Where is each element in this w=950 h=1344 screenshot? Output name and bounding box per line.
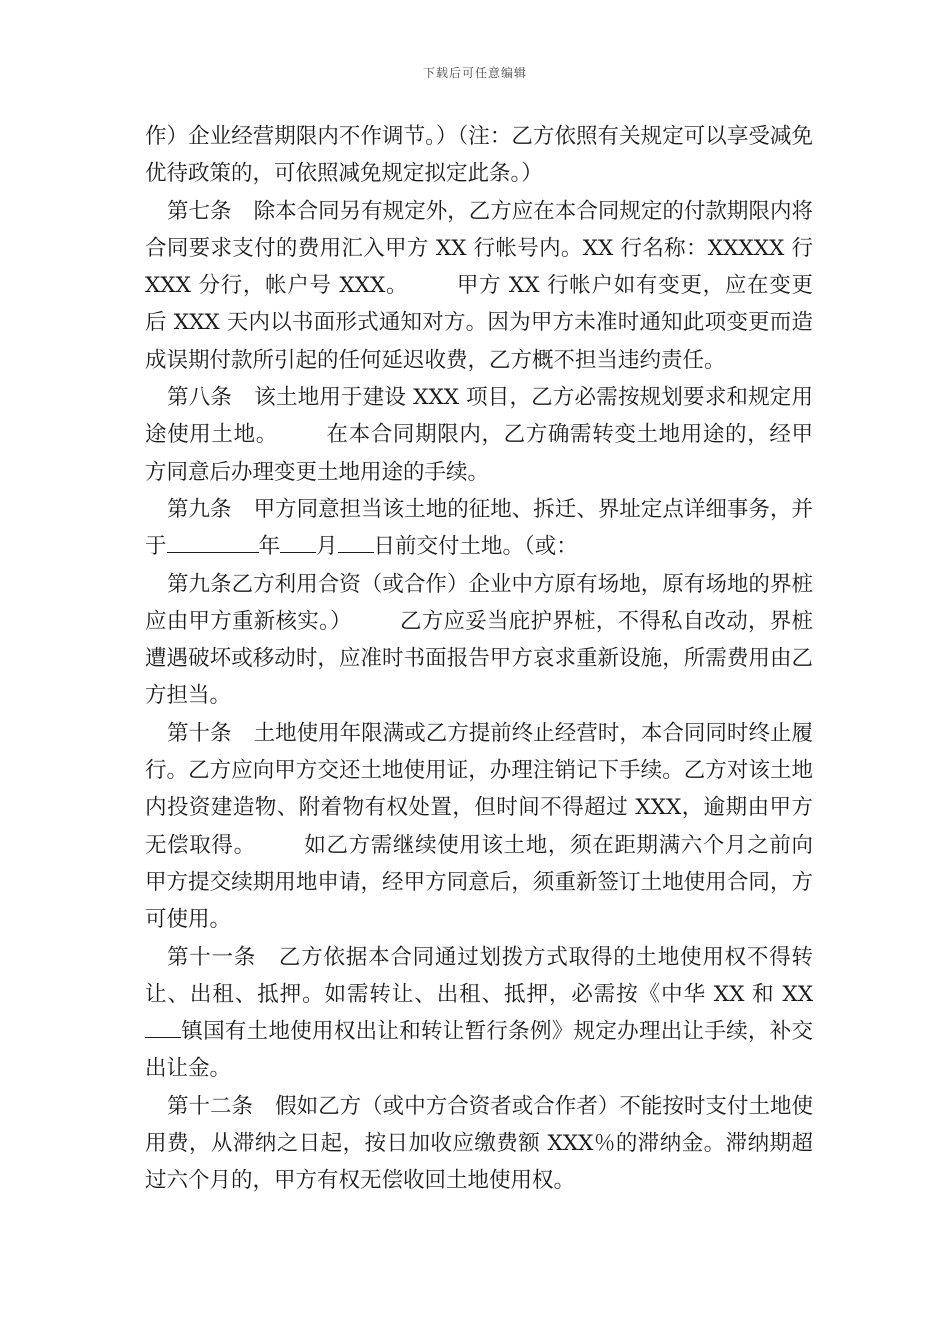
article-label: 第十一条: [167, 944, 257, 970]
article-text: 甲方 XX 行帐户如有变更，应在变更后 XXX 天内以书面形式通知对方。因为甲方未准时通知此项变更而造成误期付款所引起的任何延迟收费，乙方概不担当违约责任。: [145, 273, 813, 373]
article-text: 除本合同另有规定外，乙方应在本合同规定的付款期限内将合同要求支付的费用汇入甲方 XX 行帐号内。XX 行名称：XXXXX 行 XXX 分行，帐户号 XXX。: [145, 198, 813, 299]
article-label: 第七条: [167, 198, 232, 224]
blank-month-field: [280, 532, 316, 553]
article-text: 日前交付土地。（或：: [373, 534, 578, 560]
article-text: 第九条乙方利用合资（或合作）企业中方原有场地，原有场地的界桩应由甲方重新核实。）: [145, 571, 813, 634]
article-label: 第十二条: [167, 1093, 254, 1119]
paragraph-text: 作）企业经营期限内不作调节。）（注：乙方依照有关规定可以享受减免优待政策的，可依照减免规定拟定此条。）: [145, 124, 813, 187]
article-text: 在本合同期限内，乙方确需转变土地用途的，经甲方同意后办理变更土地用途的手续。: [145, 422, 813, 485]
article-8: [145, 379, 813, 491]
article-text: 如乙方需继续使用该土地，须在距期满六个月之前向甲方提交续期用地申请，经甲方同意后，须重新签订土地使用合同，方可使用。: [145, 832, 813, 933]
article-text: 该土地用于建设 XXX 项目，乙方必需按规划要求和规定用途使用土地。: [145, 385, 813, 448]
year-label: 年: [258, 534, 281, 560]
document-body: [145, 118, 813, 1200]
article-11: [145, 939, 813, 1088]
blank-year-field: [167, 532, 259, 553]
article-text: 镇国有土地使用权出让和转让暂行条例》规定办理出让手续，补交出让金。: [145, 1019, 813, 1082]
article-text: 假如乙方（或中方合资者或合作者）不能按时支付土地使用费，从滞纳之日起，按日加收应缴费额 XXX％的滞纳金。滞纳期超过六个月的，甲方有权无偿收回土地使用权。: [145, 1093, 813, 1194]
article-text: 土地使用年限满或乙方提前终止经营时，本合同同时终止履行。乙方应向甲方交还土地使用证，办理注销记下手续。乙方对该土地内投资建造物、附着物有权处置，但时间不得超过 XXX，逾期由甲方无偿取得。: [145, 720, 813, 858]
article-label: 第九条: [167, 496, 232, 522]
article-label: 第八条: [167, 385, 233, 411]
article-text: 乙方依据本合同通过划拨方式取得的土地使用权不得转让、出租、抵押。如需转让、出租、抵押，必需按《中华 XX 和 XX: [145, 944, 813, 1007]
article-text: 甲方同意担当该土地的征地、拆迁、界址定点详细事务，并于: [145, 496, 813, 560]
blank-field: [145, 1017, 181, 1038]
month-label: 月: [316, 534, 338, 560]
paragraph-continuation: [145, 118, 813, 193]
article-7: [145, 193, 813, 379]
blank-day-field: [338, 532, 374, 553]
article-12: [145, 1088, 813, 1200]
article-9-alt: [145, 566, 813, 715]
article-label: 第十条: [167, 720, 232, 746]
article-9: [145, 491, 813, 566]
article-text: 乙方应妥当庇护界桩，不得私自改动，界桩遭遇破坏或移动时，应准时书面报告甲方哀求重新设施，所需费用由乙方担当。: [145, 608, 813, 709]
page-header: 下载后可任意编辑: [422, 66, 527, 80]
article-10: [145, 715, 813, 939]
